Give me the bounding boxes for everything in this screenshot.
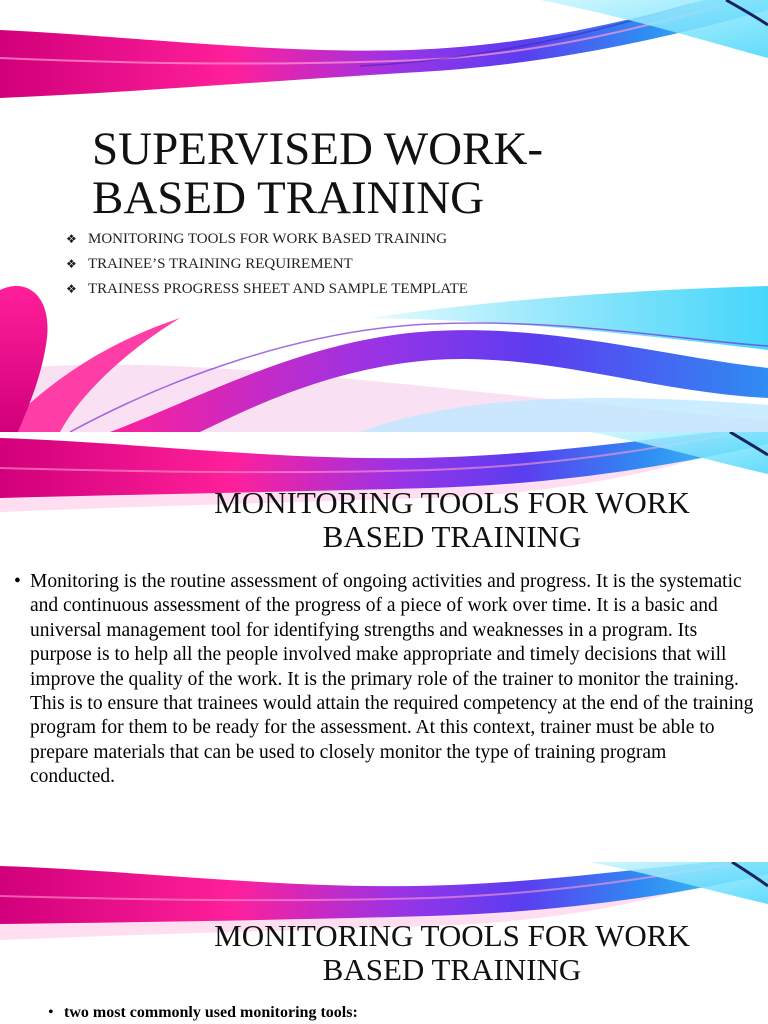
- slide-3-title: [202, 919, 702, 987]
- slide-2-body-paragraph: Monitoring is the routine assessment of ongoing activities and progress. It is the systematic and continuous assessment of the progress of a piece of work over time. It is a basic and universal management tool for identifying strengths and weaknesses in a program. Its purpose is to help all the people involved make appropriate and timely decisions that will improve the quality of the work. It is the primary role of the trainer to monitor the training. This is to ensure that trainees would attain the required competency at the end of the training program for them to be ready for the assessment. At this context, trainer must be able to prepare materials that can be used to closely monitor the type of training program conducted.: [30, 571, 754, 788]
- slide-2-title-line-1: MONITORING TOOLS FOR WORK: [214, 485, 690, 520]
- slide-1-title: [92, 125, 543, 223]
- slide-3-title-line-1: MONITORING TOOLS FOR WORK: [214, 918, 690, 953]
- list-item: [66, 227, 468, 252]
- slide-3-bullet-text: two most commonly used monitoring tools:: [64, 1004, 358, 1021]
- slide-3: [0, 862, 768, 1024]
- diamond-bullet-icon: ❖: [66, 282, 77, 296]
- bullet-icon: •: [48, 1004, 54, 1021]
- diamond-bullet-icon: ❖: [66, 232, 77, 246]
- slide-1-title-line-2: BASED TRAINING: [92, 172, 485, 224]
- list-item-label: TRAINEE’S TRAINING REQUIREMENT: [88, 256, 353, 272]
- list-item-label: MONITORING TOOLS FOR WORK BASED TRAINING: [88, 231, 448, 247]
- list-item: [66, 277, 468, 302]
- list-item: [66, 252, 468, 277]
- slide-1: [0, 0, 768, 432]
- list-item-label: TRAINESS PROGRESS SHEET AND SAMPLE TEMPLATE: [88, 281, 468, 297]
- slide-3-title-line-2: BASED TRAINING: [322, 952, 582, 987]
- slide-2-title: [202, 486, 702, 554]
- slide-1-title-line-1: SUPERVISED WORK-: [92, 123, 544, 175]
- slide-2-title-line-2: BASED TRAINING: [322, 519, 582, 554]
- slide-2: [0, 432, 768, 862]
- diamond-bullet-icon: ❖: [66, 257, 77, 271]
- slide-1-bullet-list: [66, 227, 468, 302]
- bullet-icon: •: [14, 571, 21, 592]
